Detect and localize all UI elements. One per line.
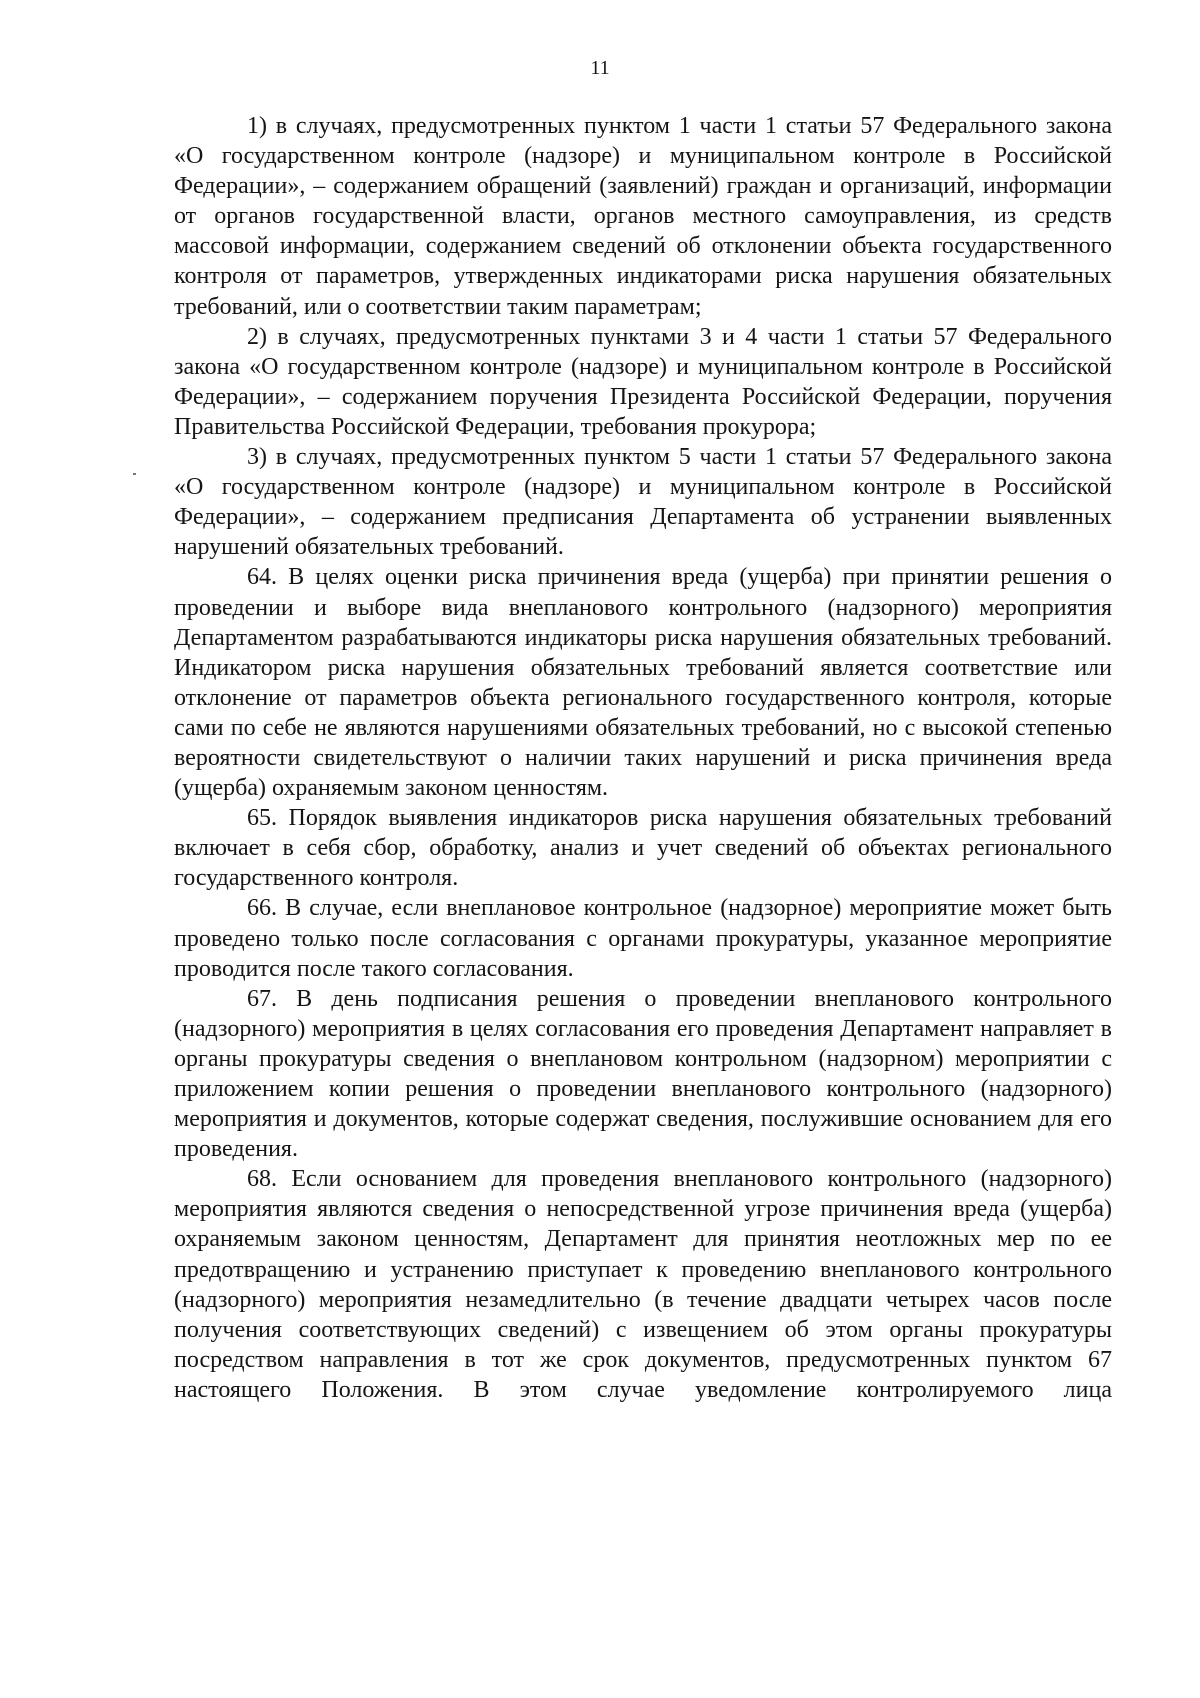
paragraph-clause-64: 64. В целях оценки риска причинения вреда (ущерба) при принятии решения о проведении и выборе вида внепланового контрольного (надзорного) мероприятия Департаментом разрабатываются индикаторы риска нарушения обязательных требований. Индикатором риска нарушения обязательных требований является соответствие или отклонение от параметров объекта регионального государственного контроля, которые сами по себе не являются нарушениями обязательных требований, но с высокой степенью вероятности свидетельствуют о наличии таких нарушений и риска причинения вреда (ущерба) охраняемым законом ценностям. [174,564,1112,802]
paragraph-clause-67: 67. В день подписания решения о проведении внепланового контрольного (надзорного) мероприятия в целях согласования его проведения Департамент направляет в органы прокуратуры сведения о внеплановом контрольном (надзорном) мероприятии с приложением копии решения о проведении внепланового контрольного (надзорного) мероприятия и документов, которые содержат сведения, послужившие основанием для его проведения. [174,985,1112,1163]
paragraph-item-1: 1) в случаях, предусмотренных пунктом 1 части 1 статьи 57 Федерального закона «О государственном контроле (надзоре) и муниципальном контроле в Российской Федерации», – содержанием обращений (заявлений) граждан и организаций, информации от органов государственной власти, органов местного самоуправления, из средств массовой информации, содержанием сведений об отклонении объекта государственного контроля от параметров, утвержденных индикаторами риска нарушения обязательных требований, или о соответствии таким параметрам; [174,113,1112,320]
margin-mark [133,473,136,475]
document-body [174,111,1112,1405]
paragraph-clause-68: 68. Если основанием для проведения внепланового контрольного (надзорного) мероприятия являются сведения о непосредственной угрозе причинения вреда (ущерба) охраняемым законом ценностям, Департамент для принятия неотложных мер по ее предотвращению и устранению приступает к проведению внепланового контрольного (надзорного) мероприятия незамедлительно (в течение двадцати четырех часов после получения соответствующих сведений) с извещением об этом органы прокуратуры посредством направления в тот же срок документов, предусмотренных пунктом 67 настоящего Положения. В этом случае уведомление контролируемого лица [174,1166,1112,1403]
paragraph-item-2: 2) в случаях, предусмотренных пунктами 3 и 4 части 1 статьи 57 Федерального закона «О государственном контроле (надзоре) и муниципальном контроле в Российской Федерации», – содержанием поручения Президента Российской Федерации, поручения Правительства Российской Федерации, требования прокурора; [174,323,1112,440]
paragraph-clause-66: 66. В случае, если внеплановое контрольное (надзорное) мероприятие может быть проведено только после согласования с органами прокуратуры, указанное мероприятие проводится после такого согласования. [174,895,1112,982]
page-number: 11 [590,57,610,79]
paragraph-clause-65: 65. Порядок выявления индикаторов риска нарушения обязательных требований включает в себя сбор, обработку, анализ и учет сведений об объектах регионального государственного контроля. [174,805,1112,892]
paragraph-item-3: 3) в случаях, предусмотренных пунктом 5 части 1 статьи 57 Федерального закона «О государственном контроле (надзоре) и муниципальном контроле в Российской Федерации», – содержанием предписания Департамента об устранении выявленных нарушений обязательных требований. [174,444,1112,561]
